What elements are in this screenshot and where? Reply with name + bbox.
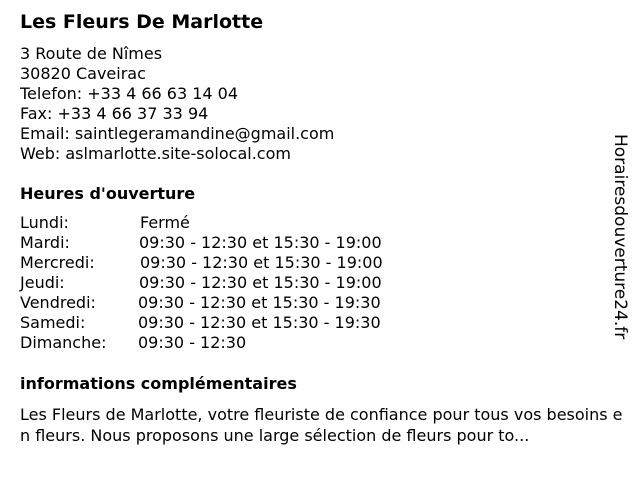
hours-value: 09:30 - 12:30 et 15:30 - 19:00: [139, 233, 382, 252]
phone-number[interactable]: Telefon: +33 4 66 63 14 04: [20, 84, 239, 103]
additional-info-heading: informations complémentaires: [20, 374, 297, 393]
day-label: Jeudi:: [20, 273, 65, 292]
address-street: 3 Route de Nîmes: [20, 44, 163, 63]
hours-value: 09:30 - 12:30 et 15:30 - 19:30: [138, 313, 381, 332]
business-description: Les Fleurs de Marlotte, votre fleuriste de confiance pour tous vos besoins en fleurs. Nous proposons une large sélection de fleurs pour to...: [20, 405, 623, 445]
hours-value: 09:30 - 12:30 et 15:30 - 19:30: [138, 293, 381, 312]
hours-value: Fermé: [140, 213, 190, 232]
opening-hours-heading: Heures d'ouverture: [20, 184, 196, 203]
hours-value: 09:30 - 12:30 et 15:30 - 19:00: [140, 253, 383, 272]
day-label: Lundi:: [20, 213, 69, 232]
hours-value: 09:30 - 12:30: [138, 333, 247, 352]
hours-value: 09:30 - 12:30 et 15:30 - 19:00: [139, 273, 382, 292]
day-label: Vendredi:: [20, 293, 96, 312]
fax-number: Fax: +33 4 66 37 33 94: [20, 104, 209, 123]
day-label: Dimanche:: [20, 333, 107, 352]
contact-block: [20, 44, 334, 164]
day-label: Mercredi:: [20, 253, 95, 272]
day-label: Samedi:: [20, 313, 86, 332]
business-name: Les Fleurs De Marlotte: [20, 11, 264, 33]
watermark-text: Horairesdouverture24.fr: [610, 134, 630, 340]
day-label: Mardi:: [20, 233, 70, 252]
site-watermark: [608, 134, 632, 344]
website-link[interactable]: Web: aslmarlotte.site-solocal.com: [20, 144, 291, 163]
email-address[interactable]: Email: saintlegeramandine@gmail.com: [20, 124, 335, 143]
address-city: 30820 Caveirac: [20, 64, 146, 83]
